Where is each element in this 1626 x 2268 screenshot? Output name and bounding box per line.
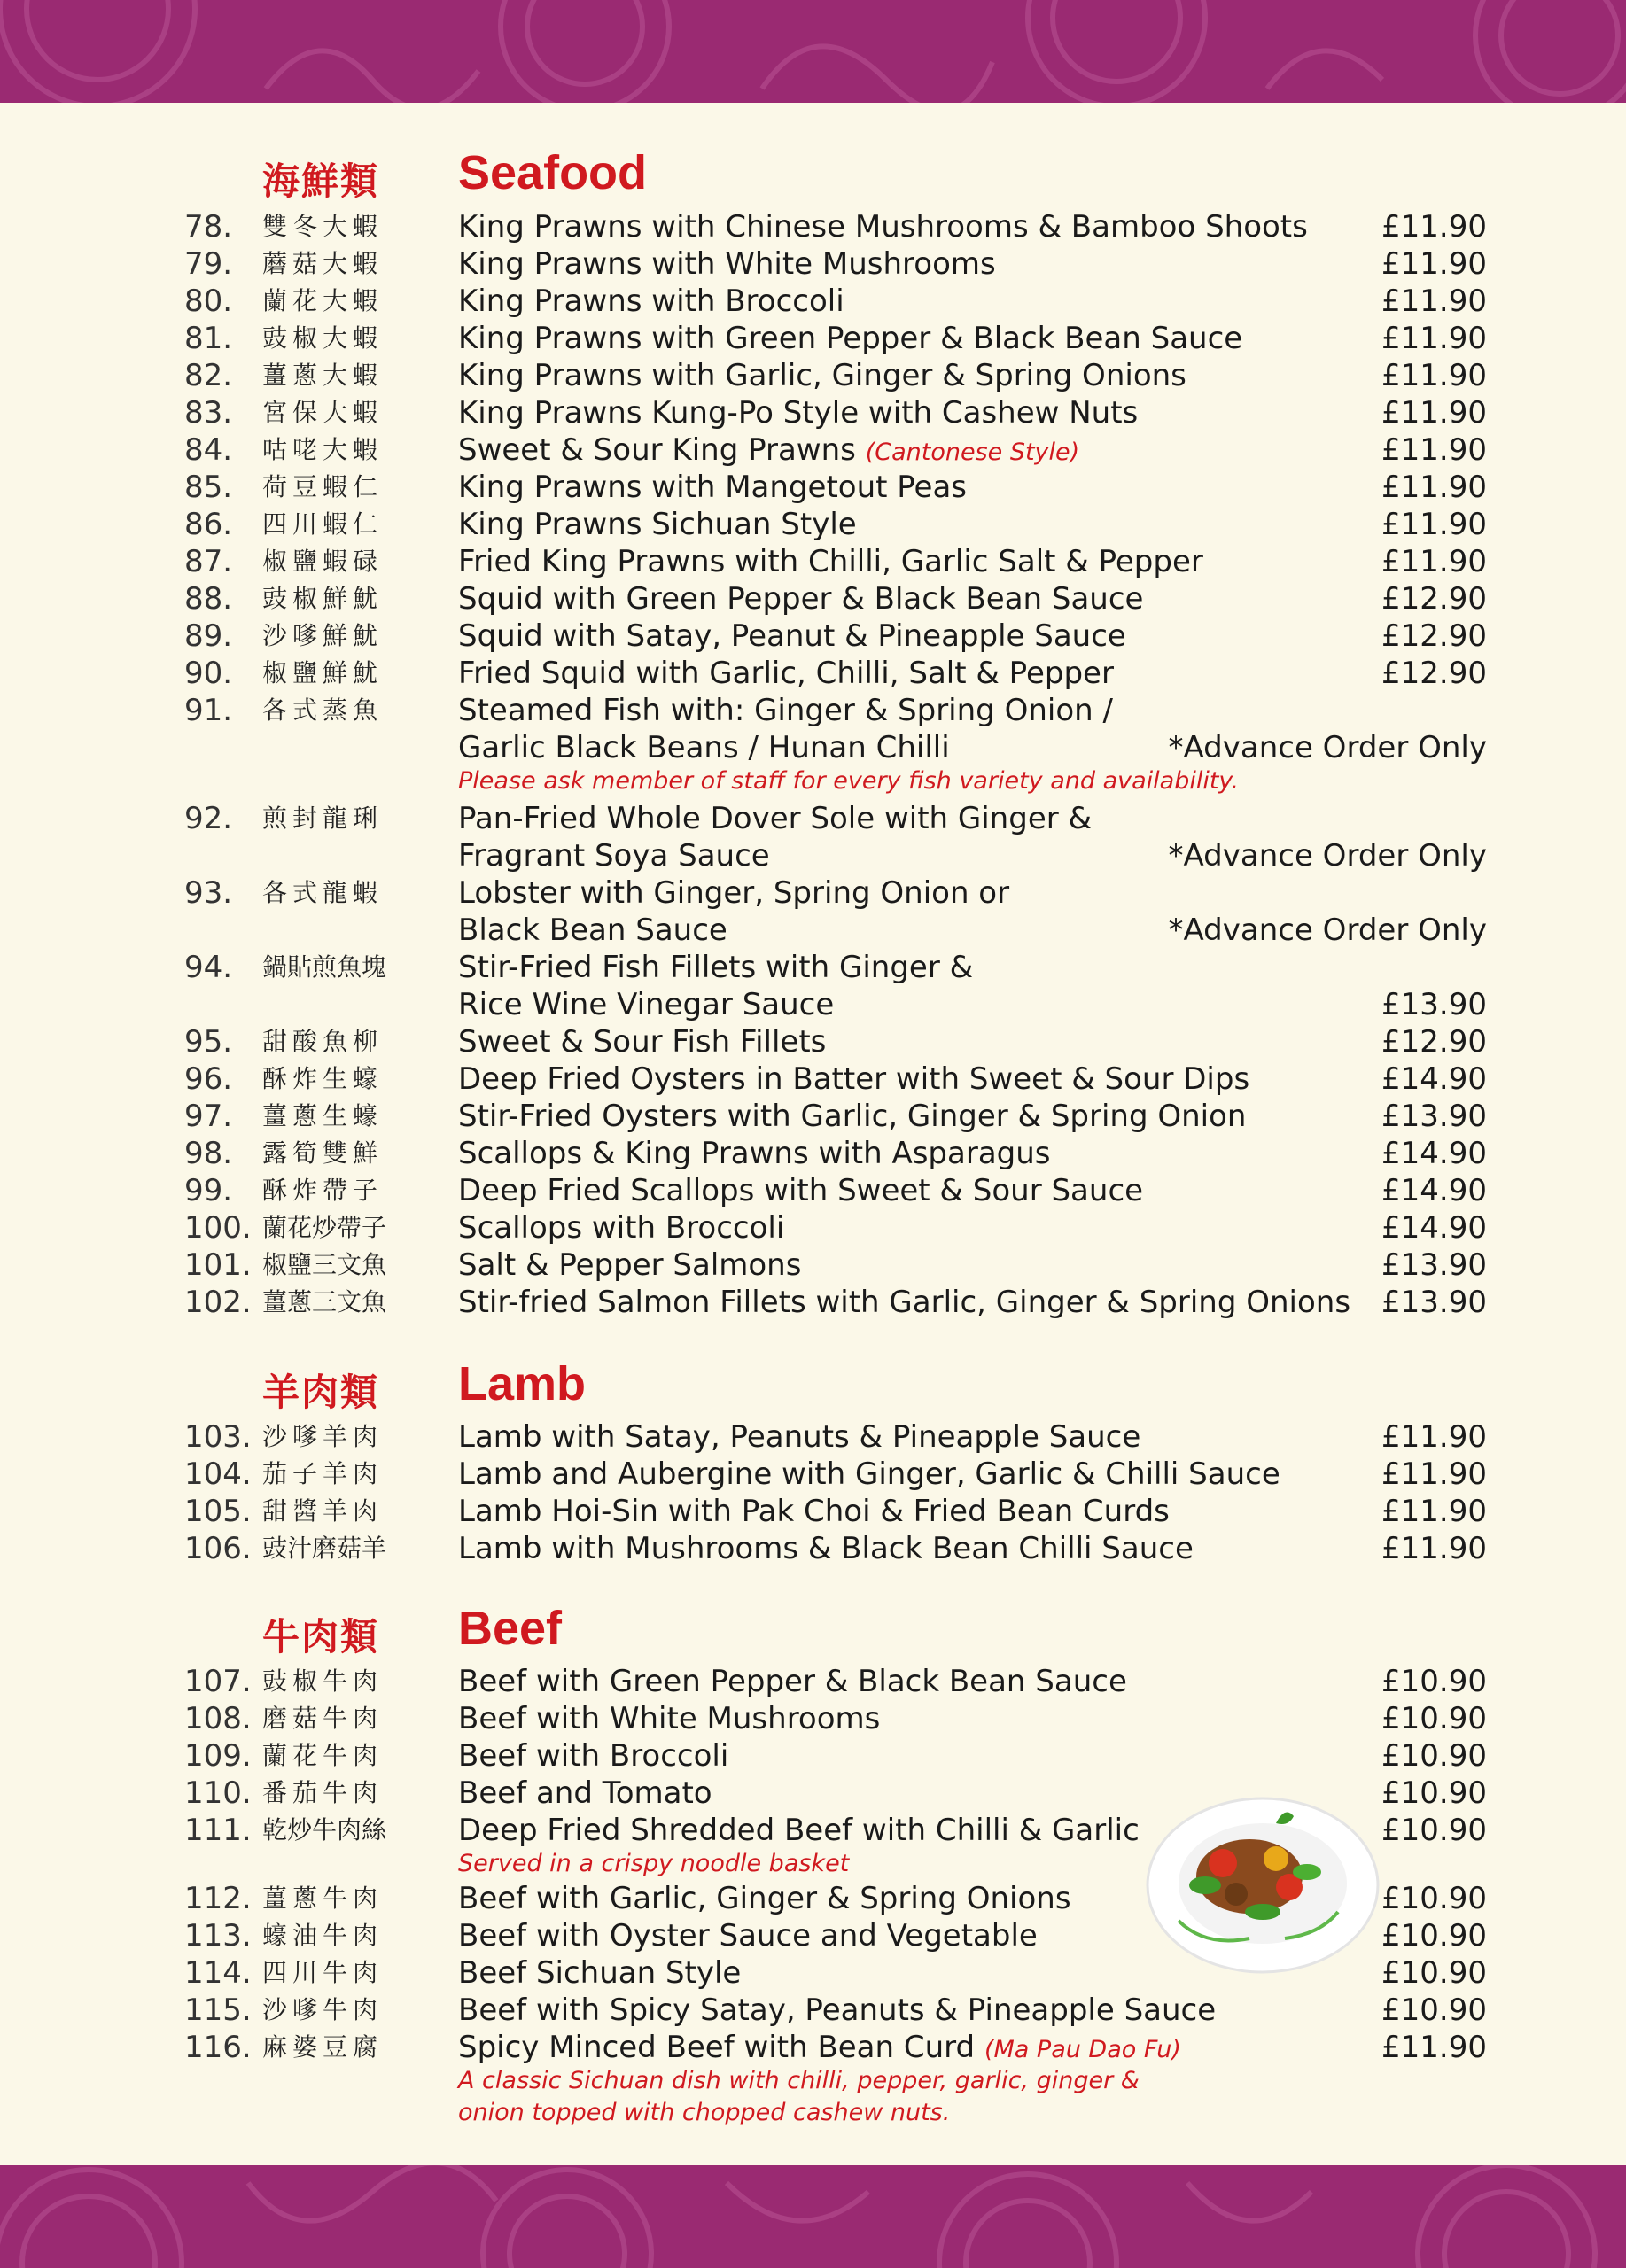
item-number: 85.	[184, 470, 233, 505]
item-number: 115.	[184, 1992, 252, 2028]
pattern-decoration	[0, 2165, 1626, 2268]
item-number: 113.	[184, 1918, 252, 1953]
item-name-en: Beef with Broccoli	[458, 1738, 729, 1774]
item-note: (Ma Pau Dao Fu)	[984, 2036, 1181, 2063]
item-name-en: Stir-fried Salmon Fillets with Garlic, Ginger & Spring Onions	[458, 1285, 1351, 1320]
beef-dish-photo	[1143, 1788, 1382, 1977]
menu-item-107	[0, 1663, 1626, 1700]
item-name-zh: 椒鹽三文魚	[262, 1250, 387, 1279]
item-name-en: King Prawns with Garlic, Ginger & Spring Onions	[458, 358, 1186, 393]
item-number: 105.	[184, 1494, 252, 1529]
item-subnote: A classic Sichuan dish with chilli, pepper, garlic, ginger &	[458, 2067, 1140, 2094]
item-name-en: Stir-Fried Fish Fillets with Ginger &	[458, 950, 974, 985]
item-name-en: Squid with Satay, Peanut & Pineapple Sauce	[458, 618, 1126, 654]
item-name-zh: 酥炸生蠔	[262, 1064, 384, 1093]
item-number: 92.	[184, 801, 233, 836]
item-price: £12.90	[1381, 581, 1487, 617]
item-name-en: Beef Sichuan Style	[458, 1955, 742, 1991]
item-price: £11.90	[1381, 432, 1487, 468]
item-number: 89.	[184, 618, 233, 654]
item-name-en	[458, 431, 1079, 471]
item-price: £11.90	[1381, 1494, 1487, 1529]
section-title-en: Seafood	[458, 146, 648, 199]
item-subnote-line2: onion topped with chopped cashew nuts.	[458, 2099, 951, 2126]
menu-item-91-line2	[0, 729, 1626, 766]
pattern-decoration	[0, 0, 1626, 103]
item-name-text: Sweet & Sour King Prawns	[458, 432, 856, 468]
item-price: £12.90	[1381, 1024, 1487, 1060]
item-number: 106.	[184, 1531, 252, 1566]
item-price: £11.90	[1381, 470, 1487, 505]
section-title-en: Beef	[458, 1602, 563, 1655]
menu-item-93-line2	[0, 912, 1626, 949]
item-number: 82.	[184, 358, 233, 393]
menu-item-80	[0, 283, 1626, 320]
item-number: 108.	[184, 1701, 252, 1736]
item-number: 91.	[184, 693, 233, 728]
item-name-zh: 薑蔥大蝦	[262, 361, 384, 390]
item-name-en: King Prawns with Broccoli	[458, 284, 844, 319]
item-name-zh: 四川蝦仁	[262, 509, 384, 539]
menu-item-96	[0, 1060, 1626, 1098]
item-number: 80.	[184, 284, 233, 319]
item-name-en	[458, 2029, 1181, 2069]
item-name-zh: 椒鹽鮮魷	[262, 658, 384, 687]
item-number: 98.	[184, 1136, 233, 1171]
item-name-zh: 沙嗲牛肉	[262, 1995, 384, 2024]
item-name-text: Spicy Minced Beef with Bean Curd	[458, 2030, 976, 2065]
item-subnote: Served in a crispy noodle basket	[458, 1850, 850, 1877]
item-number: 87.	[184, 544, 233, 579]
item-price: £11.90	[1381, 246, 1487, 282]
item-name-en-continued: Rice Wine Vinegar Sauce	[458, 987, 835, 1022]
item-price: £13.90	[1381, 1099, 1487, 1134]
item-price: £13.90	[1381, 1285, 1487, 1320]
item-name-en: Beef with Oyster Sauce and Vegetable	[458, 1918, 1038, 1953]
item-name-en: Beef and Tomato	[458, 1775, 712, 1811]
item-name-en-continued: Garlic Black Beans / Hunan Chilli	[458, 730, 950, 765]
item-name-zh: 薑蔥生蠔	[262, 1101, 384, 1130]
item-name-en-continued: Fragrant Soya Sauce	[458, 838, 770, 874]
item-price: *Advance Order Only	[1168, 913, 1487, 948]
item-name-zh: 蠔油牛肉	[262, 1921, 384, 1950]
menu-item-78	[0, 208, 1626, 245]
item-name-zh: 甜酸魚柳	[262, 1027, 384, 1056]
menu-item-109	[0, 1737, 1626, 1775]
item-name-en: King Prawns with Chinese Mushrooms & Bamboo Shoots	[458, 209, 1308, 245]
item-name-zh: 煎封龍琍	[262, 804, 384, 833]
menu-item-92	[0, 800, 1626, 837]
item-price: £11.90	[1381, 1456, 1487, 1492]
item-name-en: King Prawns Kung-Po Style with Cashew Nuts	[458, 395, 1139, 431]
item-price: £11.90	[1381, 1531, 1487, 1566]
item-price: £10.90	[1381, 1813, 1487, 1848]
item-price: £13.90	[1381, 1247, 1487, 1283]
item-number: 95.	[184, 1024, 233, 1060]
item-name-zh: 甜醬羊肉	[262, 1496, 384, 1526]
menu-item-106	[0, 1530, 1626, 1567]
menu-item-82	[0, 357, 1626, 394]
item-name-en: Squid with Green Pepper & Black Bean Sauce	[458, 581, 1144, 617]
item-price: *Advance Order Only	[1168, 730, 1487, 765]
item-number: 112.	[184, 1881, 252, 1916]
item-name-en: Lamb and Aubergine with Ginger, Garlic & Chilli Sauce	[458, 1456, 1280, 1492]
item-name-en: Beef with Green Pepper & Black Bean Sauce	[458, 1664, 1127, 1699]
menu-item-97	[0, 1098, 1626, 1135]
item-name-en: Lamb with Satay, Peanuts & Pineapple Sauce	[458, 1419, 1141, 1455]
item-number: 96.	[184, 1061, 233, 1097]
item-price: £11.90	[1381, 209, 1487, 245]
item-name-en: Sweet & Sour Fish Fillets	[458, 1024, 827, 1060]
item-number: 83.	[184, 395, 233, 431]
item-name-zh: 蘭花牛肉	[262, 1741, 384, 1770]
item-price: £11.90	[1381, 1419, 1487, 1455]
item-number: 78.	[184, 209, 233, 245]
item-price: £10.90	[1381, 1775, 1487, 1811]
item-number: 94.	[184, 950, 233, 985]
menu-item-105	[0, 1493, 1626, 1530]
item-name-en: Beef with White Mushrooms	[458, 1701, 881, 1736]
item-number: 90.	[184, 656, 233, 691]
menu-item-116	[0, 2029, 1626, 2066]
item-name-zh: 豉汁磨菇羊	[262, 1534, 387, 1563]
item-price: £12.90	[1381, 656, 1487, 691]
item-name-en: Scallops & King Prawns with Asparagus	[458, 1136, 1051, 1171]
item-name-en: Fried King Prawns with Chilli, Garlic Salt & Pepper	[458, 544, 1203, 579]
item-price: £10.90	[1381, 1701, 1487, 1736]
item-name-en: Deep Fried Oysters in Batter with Sweet & Sour Dips	[458, 1061, 1250, 1097]
item-name-en: Steamed Fish with: Ginger & Spring Onion /	[458, 693, 1113, 728]
section-title-zh: 羊肉類	[262, 1371, 380, 1414]
item-name-en: King Prawns with White Mushrooms	[458, 246, 996, 282]
item-name-zh: 豉椒大蝦	[262, 323, 384, 353]
menu-item-103	[0, 1418, 1626, 1456]
item-name-en: Beef with Spicy Satay, Peanuts & Pineapple Sauce	[458, 1992, 1217, 2028]
menu-item-91	[0, 692, 1626, 729]
menu-item-83	[0, 394, 1626, 431]
item-name-zh: 薑蔥三文魚	[262, 1287, 387, 1317]
item-name-zh: 椒鹽蝦碌	[262, 547, 384, 576]
item-price: *Advance Order Only	[1168, 838, 1487, 874]
item-name-zh: 豉椒鮮魷	[262, 584, 384, 613]
item-subnote: Please ask member of staff for every fish variety and availability.	[458, 767, 1239, 795]
item-price: £14.90	[1381, 1210, 1487, 1246]
item-name-en: Deep Fried Scallops with Sweet & Sour Sauce	[458, 1173, 1144, 1208]
item-name-zh: 鍋貼煎魚塊	[262, 952, 387, 982]
item-name-zh: 蘭花炒帶子	[262, 1213, 387, 1242]
item-name-en: King Prawns with Mangetout Peas	[458, 470, 968, 505]
item-name-en: Deep Fried Shredded Beef with Chilli & Garlic	[458, 1813, 1140, 1848]
item-price: £10.90	[1381, 1955, 1487, 1991]
item-price: £10.90	[1381, 1664, 1487, 1699]
item-number: 107.	[184, 1664, 252, 1699]
item-price: £11.90	[1381, 2030, 1487, 2065]
item-price: £11.90	[1381, 395, 1487, 431]
menu-item-88	[0, 580, 1626, 617]
menu-item-86	[0, 506, 1626, 543]
section-title-zh: 牛肉類	[262, 1615, 380, 1658]
item-price: £11.90	[1381, 284, 1487, 319]
item-number: 97.	[184, 1099, 233, 1134]
item-price: £11.90	[1381, 544, 1487, 579]
item-name-zh: 荷豆蝦仁	[262, 472, 384, 501]
item-price: £14.90	[1381, 1136, 1487, 1171]
menu-item-95	[0, 1023, 1626, 1060]
item-name-zh: 磨菇牛肉	[262, 1704, 384, 1733]
item-number: 79.	[184, 246, 233, 282]
item-number: 86.	[184, 507, 233, 542]
item-name-zh: 宮保大蝦	[262, 398, 384, 427]
item-number: 88.	[184, 581, 233, 617]
item-name-en: King Prawns Sichuan Style	[458, 507, 857, 542]
menu-item-79	[0, 245, 1626, 283]
top-decorative-band	[0, 0, 1626, 103]
item-price: £13.90	[1381, 987, 1487, 1022]
menu-item-84	[0, 431, 1626, 469]
bottom-decorative-band	[0, 2165, 1626, 2268]
item-name-zh: 雙冬大蝦	[262, 212, 384, 241]
item-name-en: Lamb with Mushrooms & Black Bean Chilli Sauce	[458, 1531, 1194, 1566]
menu-item-104	[0, 1456, 1626, 1493]
item-name-en: Pan-Fried Whole Dover Sole with Ginger &	[458, 801, 1093, 836]
section-title-zh: 海鮮類	[262, 159, 380, 203]
item-name-en: Lamb Hoi-Sin with Pak Choi & Fried Bean Curds	[458, 1494, 1170, 1529]
item-name-zh: 薑蔥牛肉	[262, 1884, 384, 1913]
section-title-en: Lamb	[458, 1357, 587, 1410]
menu-item-94	[0, 949, 1626, 986]
menu-item-99	[0, 1172, 1626, 1209]
item-number: 109.	[184, 1738, 252, 1774]
menu-item-101	[0, 1247, 1626, 1284]
item-number: 101.	[184, 1247, 252, 1283]
item-name-zh: 沙嗲羊肉	[262, 1422, 384, 1451]
item-note: (Cantonese Style)	[865, 439, 1080, 466]
menu-item-81	[0, 320, 1626, 357]
item-price: £10.90	[1381, 1881, 1487, 1916]
menu-item-100	[0, 1209, 1626, 1247]
item-name-zh: 沙嗲鮮魷	[262, 621, 384, 650]
item-name-zh: 各式龍蝦	[262, 878, 384, 907]
item-number: 116.	[184, 2030, 252, 2065]
item-price: £14.90	[1381, 1061, 1487, 1097]
item-name-zh: 四川牛肉	[262, 1958, 384, 1987]
item-number: 93.	[184, 875, 233, 911]
item-price: £10.90	[1381, 1738, 1487, 1774]
item-name-zh: 乾炒牛肉絲	[262, 1815, 387, 1845]
item-number: 99.	[184, 1173, 233, 1208]
item-name-en: Beef with Garlic, Ginger & Spring Onions	[458, 1881, 1071, 1916]
item-name-zh: 番茄牛肉	[262, 1778, 384, 1807]
item-name-zh: 露筍雙鮮	[262, 1138, 384, 1168]
item-number: 81.	[184, 321, 233, 356]
item-number: 111.	[184, 1813, 252, 1848]
item-name-zh: 酥炸帶子	[262, 1176, 384, 1205]
menu-item-90	[0, 655, 1626, 692]
item-number: 84.	[184, 432, 233, 468]
menu-item-98	[0, 1135, 1626, 1172]
item-number: 114.	[184, 1955, 252, 1991]
item-price: £10.90	[1381, 1918, 1487, 1953]
item-name-en: Fried Squid with Garlic, Chilli, Salt & Pepper	[458, 656, 1114, 691]
menu-item-87	[0, 543, 1626, 580]
item-name-zh: 咕咾大蝦	[262, 435, 384, 464]
item-name-en: King Prawns with Green Pepper & Black Bean Sauce	[458, 321, 1243, 356]
item-name-zh: 豉椒牛肉	[262, 1666, 384, 1696]
menu-item-93	[0, 874, 1626, 912]
item-price: £14.90	[1381, 1173, 1487, 1208]
item-name-zh: 蘑菇大蝦	[262, 249, 384, 278]
item-price: £11.90	[1381, 321, 1487, 356]
menu-item-94-line2	[0, 986, 1626, 1023]
item-number: 104.	[184, 1456, 252, 1492]
item-name-en-continued: Black Bean Sauce	[458, 913, 727, 948]
item-number: 103.	[184, 1419, 252, 1455]
item-number: 100.	[184, 1210, 252, 1246]
menu-item-89	[0, 617, 1626, 655]
menu-item-102	[0, 1284, 1626, 1321]
item-price: £12.90	[1381, 618, 1487, 654]
item-name-en: Stir-Fried Oysters with Garlic, Ginger & Spring Onion	[458, 1099, 1247, 1134]
item-name-zh: 各式蒸魚	[262, 695, 384, 725]
item-name-en: Salt & Pepper Salmons	[458, 1247, 802, 1283]
menu-item-85	[0, 469, 1626, 506]
menu-item-92-line2	[0, 837, 1626, 874]
menu-item-115	[0, 1992, 1626, 2029]
item-name-zh: 茄子羊肉	[262, 1459, 384, 1488]
item-name-zh: 蘭花大蝦	[262, 286, 384, 315]
menu-item-108	[0, 1700, 1626, 1737]
item-number: 110.	[184, 1775, 252, 1811]
item-name-zh: 麻婆豆腐	[262, 2032, 384, 2062]
item-name-en: Lobster with Ginger, Spring Onion or	[458, 875, 1010, 911]
item-price: £10.90	[1381, 1992, 1487, 2028]
item-price: £11.90	[1381, 507, 1487, 542]
item-number: 102.	[184, 1285, 252, 1320]
item-price: £11.90	[1381, 358, 1487, 393]
item-name-en: Scallops with Broccoli	[458, 1210, 785, 1246]
